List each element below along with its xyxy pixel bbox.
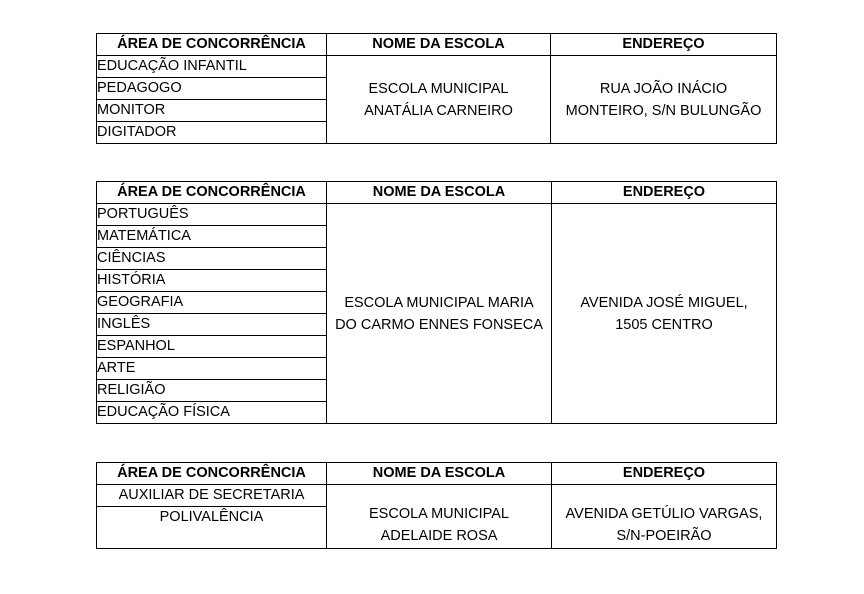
area-cell: EDUCAÇÃO INFANTIL bbox=[97, 56, 327, 78]
school-name-line: ESCOLA MUNICIPAL bbox=[368, 80, 509, 97]
header-area: ÁREA DE CONCORRÊNCIA bbox=[97, 463, 327, 485]
table-row bbox=[97, 56, 777, 78]
area-cell: AUXILIAR DE SECRETARIA bbox=[97, 485, 327, 507]
header-area: ÁREA DE CONCORRÊNCIA bbox=[97, 34, 327, 56]
school-table-2 bbox=[96, 181, 777, 424]
school-table-3 bbox=[96, 462, 777, 549]
table-header-row bbox=[97, 34, 777, 56]
area-cell: PEDAGOGO bbox=[97, 78, 327, 100]
area-cell: HISTÓRIA bbox=[97, 270, 327, 292]
header-address: ENDEREÇO bbox=[552, 182, 777, 204]
area-cell: GEOGRAFIA bbox=[97, 292, 327, 314]
address-cell bbox=[552, 204, 777, 424]
address-line: S/N-POEIRÃO bbox=[616, 528, 712, 544]
area-cell: PORTUGUÊS bbox=[97, 204, 327, 226]
school-name-line: ESCOLA MUNICIPAL bbox=[369, 506, 509, 522]
area-cell: ESPANHOL bbox=[97, 336, 327, 358]
address-cell bbox=[552, 485, 777, 549]
area-cell: CIÊNCIAS bbox=[97, 248, 327, 270]
area-cell: POLIVALÊNCIA bbox=[97, 507, 327, 549]
table-row bbox=[97, 485, 777, 507]
area-cell: RELIGIÃO bbox=[97, 380, 327, 402]
address-line: 1505 CENTRO bbox=[615, 316, 713, 333]
area-cell: MATEMÁTICA bbox=[97, 226, 327, 248]
school-name-cell bbox=[327, 56, 551, 144]
header-area: ÁREA DE CONCORRÊNCIA bbox=[97, 182, 327, 204]
address-line: RUA JOÃO INÁCIO bbox=[599, 80, 728, 97]
area-cell: EDUCAÇÃO FÍSICA bbox=[97, 402, 327, 424]
school-name-line: DO CARMO ENNES FONSECA bbox=[335, 316, 543, 333]
header-address: ENDEREÇO bbox=[551, 34, 777, 56]
school-table-1 bbox=[96, 33, 777, 144]
address-line: MONTEIRO, S/N BULUNGÃO bbox=[565, 102, 762, 119]
address-line: AVENIDA GETÚLIO VARGAS, bbox=[565, 506, 763, 522]
area-cell: DIGITADOR bbox=[97, 122, 327, 144]
header-address: ENDEREÇO bbox=[552, 463, 777, 485]
table-row bbox=[97, 204, 777, 226]
header-school: NOME DA ESCOLA bbox=[327, 463, 552, 485]
area-cell: INGLÊS bbox=[97, 314, 327, 336]
area-cell: ARTE bbox=[97, 358, 327, 380]
table-header-row bbox=[97, 463, 777, 485]
school-name-cell bbox=[327, 204, 552, 424]
school-name-cell bbox=[327, 485, 552, 549]
school-name-line: ANATÁLIA CARNEIRO bbox=[364, 102, 513, 119]
address-line: AVENIDA JOSÉ MIGUEL, bbox=[580, 294, 748, 311]
school-name-line: ADELAIDE ROSA bbox=[380, 528, 498, 544]
school-name-line: ESCOLA MUNICIPAL MARIA bbox=[344, 294, 534, 311]
header-school: NOME DA ESCOLA bbox=[327, 182, 552, 204]
header-school: NOME DA ESCOLA bbox=[327, 34, 551, 56]
address-cell bbox=[551, 56, 777, 144]
area-cell: MONITOR bbox=[97, 100, 327, 122]
table-header-row bbox=[97, 182, 777, 204]
